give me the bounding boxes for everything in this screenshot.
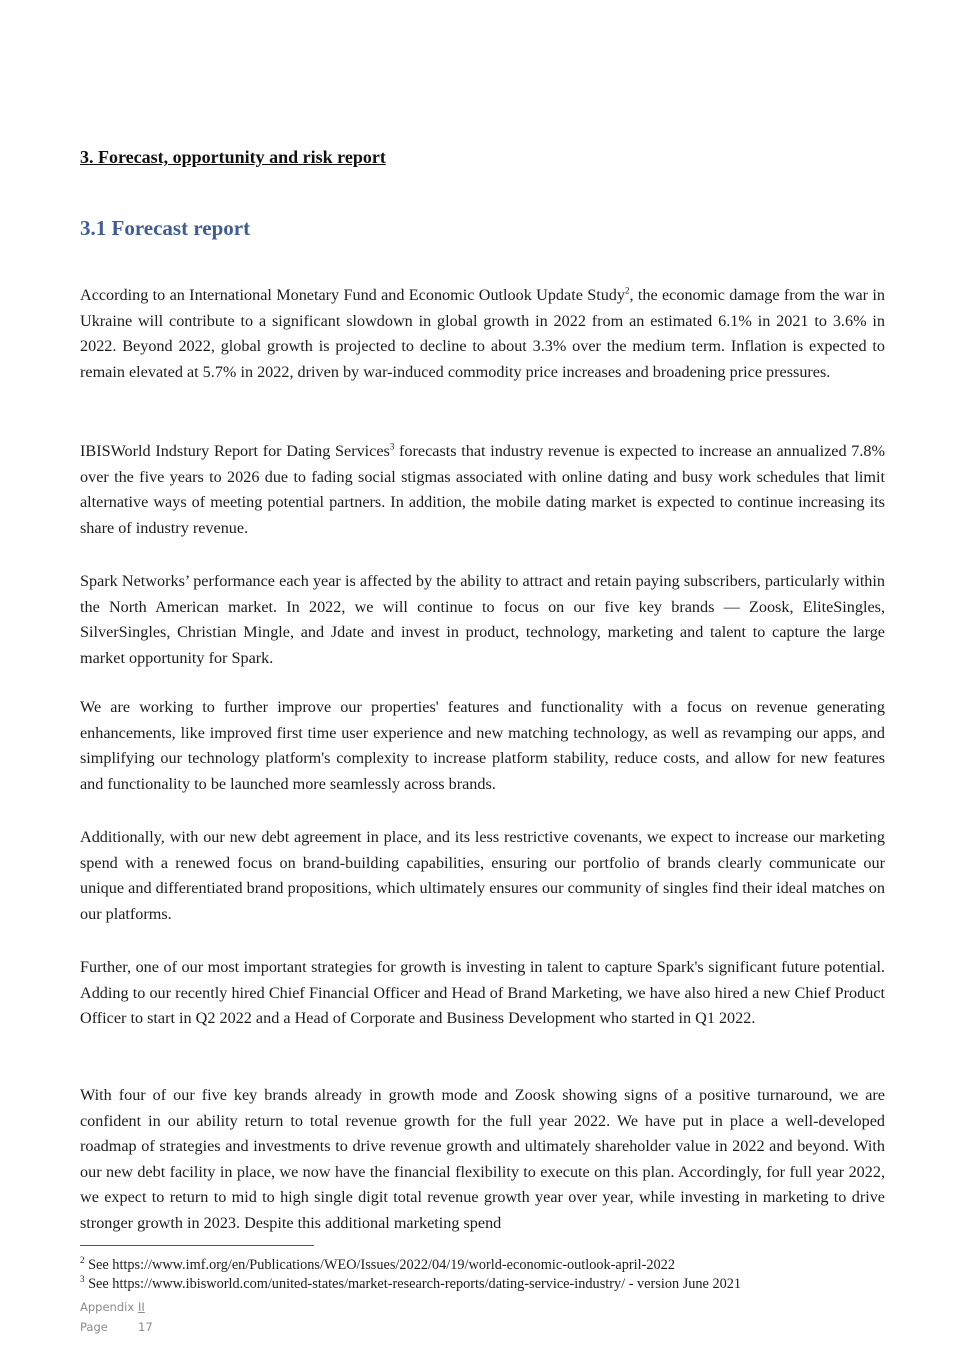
footnote-ref: 2 xyxy=(625,285,630,296)
section-heading: 3. Forecast, opportunity and risk report xyxy=(80,147,386,167)
paragraph-text: forecasts that industry revenue is expected to increase an annualized 7.8% over the five years to 2026 due to fading social stigmas associated with online dating and busy work schedules that limit alternative ways of meeting potential partners. In addition, the mobile dating market is expected to continue increasing its share of industry revenue. xyxy=(80,442,885,537)
footer-appendix xyxy=(80,1300,145,1314)
footer-page-number xyxy=(80,1320,153,1334)
paragraph-ibisworld xyxy=(80,439,885,541)
paragraph-text: IBISWorld Indstury Report for Dating Services xyxy=(80,442,390,460)
paragraph-imf-outlook xyxy=(80,283,885,385)
paragraph-talent: Further, one of our most important strategies for growth is investing in talent to capture Spark's significant future potential. Adding to our recently hired Chief Financial Officer and Head of Brand Marketing, we have also hired a new Chief Product Officer to start in Q2 2022 and a Head of Corporate and Business Development who started in Q1 2022. xyxy=(80,958,885,1027)
paragraph-marketing-spend: Additionally, with our new debt agreement in place, and its less restrictive covenants, we expect to increase our marketing spend with a renewed focus on brand-building capabilities, ensuring our portfolio of brands clearly communicate our unique and differentiated brand propositions, which ultimately ensures our community of singles find their ideal matches on our platforms. xyxy=(80,828,885,923)
footnote-ref: 3 xyxy=(389,441,395,452)
paragraph-product-improvements: We are working to further improve our properties' features and functionality with a focus on revenue generating enhancements, like improved first time user experience and new matching technology, as well as revamping our apps, and simplifying our technology platform's complexity to increase platform stability, reduce costs, and allow for new features and functionality to be launched more seamlessly across brands. xyxy=(80,698,885,793)
footnote-separator xyxy=(80,1245,314,1246)
footer-appendix-value: II xyxy=(138,1300,145,1314)
footnote-number: 2 xyxy=(80,1255,85,1266)
footer-page-label: Page xyxy=(80,1320,108,1334)
paragraph-text: , the economic damage from the war in Ukraine will contribute to a significant slowdown in global growth in 2022 from an estimated 6.1% in 2021 to 3.6% in 2022. Beyond 2022, global growth is projected to decline to about 3.3% over the medium term. Inflation is expected to remain elevated at 5.7% in 2022, driven by war-induced commodity price increases and broadening price pressures. xyxy=(80,286,885,381)
footer-appendix-label: Appendix xyxy=(80,1300,135,1314)
paragraph-text: According to an International Monetary Fund and Economic Outlook Update Study xyxy=(80,286,625,304)
paragraph-spark-performance: Spark Networks’ performance each year is affected by the ability to attract and retain paying subscribers, particularly within the North American market. In 2022, we will continue to focus on our five key brands — Zoosk, EliteSingles, SilverSingles, Christian Mingle, and Jdate and invest in product, technology, marketing and talent to capture the large market opportunity for Spark. xyxy=(80,572,885,667)
footnote-3 xyxy=(80,1275,741,1293)
footnote-text: See https://www.imf.org/en/Publications/WEO/Issues/2022/04/19/world-economic-outlook-april-2022 xyxy=(88,1257,675,1273)
footnote-text: See https://www.ibisworld.com/united-states/market-research-reports/dating-service-industry/ - version June 2021 xyxy=(88,1276,742,1292)
footnote-2 xyxy=(80,1256,675,1274)
subsection-heading: 3.1 Forecast report xyxy=(80,216,251,240)
paragraph-outlook-2022: With four of our five key brands already in growth mode and Zoosk showing signs of a positive turnaround, we are confident in our ability return to total revenue growth for the full year 2022. We have put in place a well-developed roadmap of strategies and investments to drive revenue growth and ultimately shareholder value in 2022 and beyond. With our new debt facility in place, we now have the financial flexibility to execute on this plan. Accordingly, for full year 2022, we expect to return to mid to high single digit total revenue growth year over year, while investing in marketing to drive stronger growth in 2023. Despite this additional marketing spend xyxy=(80,1086,885,1232)
footer-page-value: 17 xyxy=(138,1320,153,1334)
footnote-number: 3 xyxy=(80,1274,85,1285)
